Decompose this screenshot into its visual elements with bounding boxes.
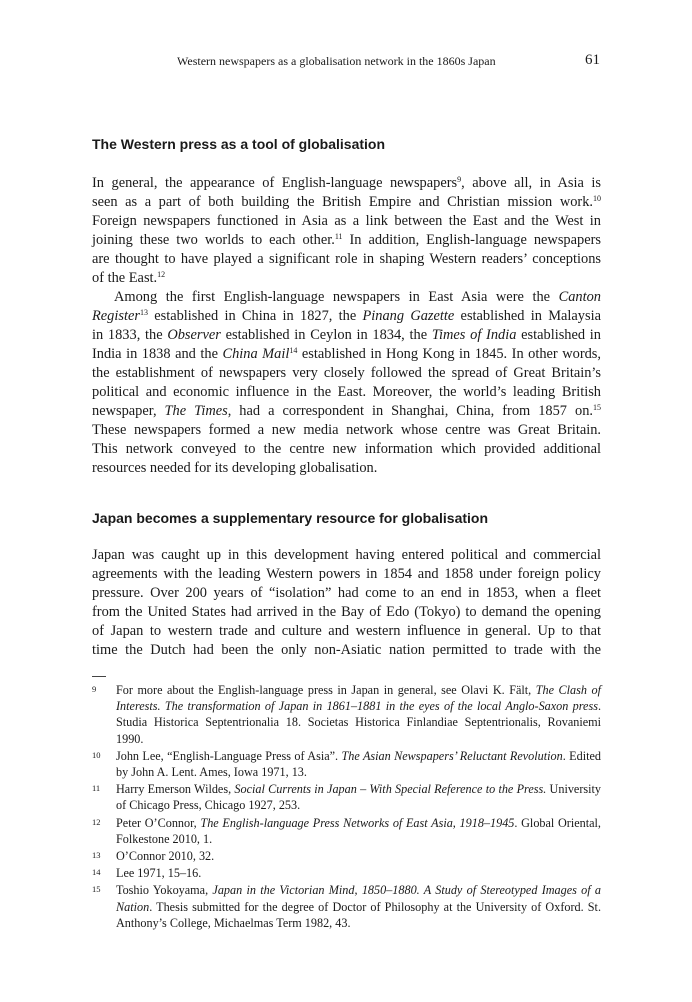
text-line: joining these two worlds to each other.$^{11}$ In addition, English-language newspapers <box>92 232 601 248</box>
text-line: in 1833, the Observer established in Ceylon in 1834, the Times of India established in <box>92 327 602 343</box>
text-line: Foreign newspapers functioned in Asia as a link between the East and the West in <box>92 213 601 229</box>
text-line: pressure. Over 200 years of “isolation” had come to an end in 1853, when a fleet <box>92 585 601 601</box>
footnote-text: Harry Emerson Wildes, Social Currents in Japan – With Special Reference to the Press. University of Chicago Press, Chicago 1927, 253. <box>116 782 602 813</box>
page-number: 61 <box>585 52 600 68</box>
text-line: the establishment of newspapers very closely followed the spread of Great Britain’s <box>92 365 601 381</box>
footnote-ref[interactable]: 11 <box>334 232 343 241</box>
section-heading-western-press: The Western press as a tool of globalisation <box>92 136 386 152</box>
footnote <box>92 748 601 780</box>
footnotes <box>92 682 601 932</box>
text-line: seen as a part of both building the British Empire and Christian mission work.$^{10}$ <box>92 194 601 210</box>
text-line: of the East.$^{12}$ <box>92 270 166 286</box>
footnote <box>92 682 601 747</box>
footnote-number: 12 <box>92 816 101 827</box>
section-heading-japan-resource: Japan becomes a supplementary resource for globalisation <box>92 510 489 526</box>
footnote-ref[interactable]: 10 <box>593 194 601 203</box>
text-line: Japan was caught up in this development having entered political and commercial <box>92 547 601 563</box>
footnote-ref[interactable]: 9 <box>457 175 462 184</box>
text-line: In general, the appearance of English-language newspapers$^9$, above all, in Asia is <box>92 175 602 191</box>
footnote-text: John Lee, “English-Language Press of Asia”. The Asian Newspapers’ Reluctant Revolution. Edited by John A. Lent. Ames, Iowa 1971, 13. <box>116 748 601 780</box>
footnote-text: O’Connor 2010, 32. <box>116 849 215 864</box>
text-line: These newspapers formed a new media network whose centre was Great Britain. <box>92 422 601 438</box>
text-line: of Japan to western trade and culture and western influence in general. Up to that <box>92 623 601 639</box>
footnote-number: 15 <box>92 884 101 895</box>
paragraph <box>92 288 601 478</box>
footnote-number: 13 <box>92 850 101 861</box>
footnote-number: 14 <box>92 867 101 878</box>
running-title: Western newspapers as a globalisation network in the 1860s Japan <box>177 54 496 68</box>
footnote-ref[interactable]: 12 <box>157 270 166 279</box>
footnote-ref[interactable]: 15 <box>592 403 601 412</box>
footnote <box>92 882 601 931</box>
paragraph <box>92 546 601 660</box>
footnote-ref[interactable]: 13 <box>139 308 148 317</box>
footnote <box>92 865 601 881</box>
footnote <box>92 781 601 813</box>
text-line: Among the first English-language newspapers in East Asia were the Canton <box>114 289 601 305</box>
footnote-number: 11 <box>92 783 101 794</box>
text-line: India in 1838 and the China Mail$^{14}$ established in Hong Kong in 1845. In other words, <box>92 346 602 362</box>
text-line: newspaper, The Times, had a correspondent in Shanghai, China, from 1857 on.$^{15}$ <box>92 403 601 419</box>
section-body-western-press <box>92 174 601 478</box>
text-line: agreements with the leading Western powers in 1854 and 1858 under foreign policy <box>92 566 601 582</box>
text-line: This network conveyed to the centre new information which provided additional <box>92 441 601 457</box>
footnote <box>92 815 601 847</box>
text-line: from the United States had arrived in the Bay of Edo (Tokyo) to demand the opening <box>92 604 601 620</box>
footnote <box>92 848 601 864</box>
text-line: political and economic influence in the East. Moreover, the world’s leading British <box>92 384 601 400</box>
footnote-text: Toshio Yokoyama, Japan in the Victorian Mind, 1850–1880. A Study of Stereotyped Images of a Nation. Thesis submitted for the degree of Doctor of Philosophy at the University of Oxford. St. Anthony’s College, Michaelmas Term 1982, 43. <box>116 883 602 930</box>
footnote-text: Peter O’Connor, The English-language Press Networks of East Asia, 1918–1945. Global Oriental, Folkestone 2010, 1. <box>116 815 601 846</box>
text-line: Register$^{13}$ established in China in 1827, the Pinang Gazette established in Malaysia <box>92 308 601 324</box>
text-line: time the Dutch had been the only non-Asiatic nation permitted to trade with the <box>92 642 601 658</box>
footnote-number: 9 <box>92 684 97 694</box>
footnote-number: 10 <box>92 749 101 760</box>
paragraph <box>92 174 601 288</box>
footnote-text: For more about the English-language press in Japan in general, see Olavi K. Fält, The Clash of Interests. The transformation of Japan in 1861–1881 in the eyes of the local Anglo-Saxon press. Studia Historica Septentrionalia 18. Societas Historica Finlandiae Septentrionalis, Rovaniemi 1990. <box>116 683 601 746</box>
footnote-divider <box>92 676 106 677</box>
text-line: are thought to have played a significant role in shaping Western readers’ conceptions <box>92 251 601 267</box>
section-body-japan-resource <box>92 546 601 660</box>
footnote-text: Lee 1971, 15–16. <box>116 866 202 881</box>
text-line: resources needed for its developing globalisation. <box>92 460 378 476</box>
footnote-ref[interactable]: 14 <box>289 346 298 355</box>
